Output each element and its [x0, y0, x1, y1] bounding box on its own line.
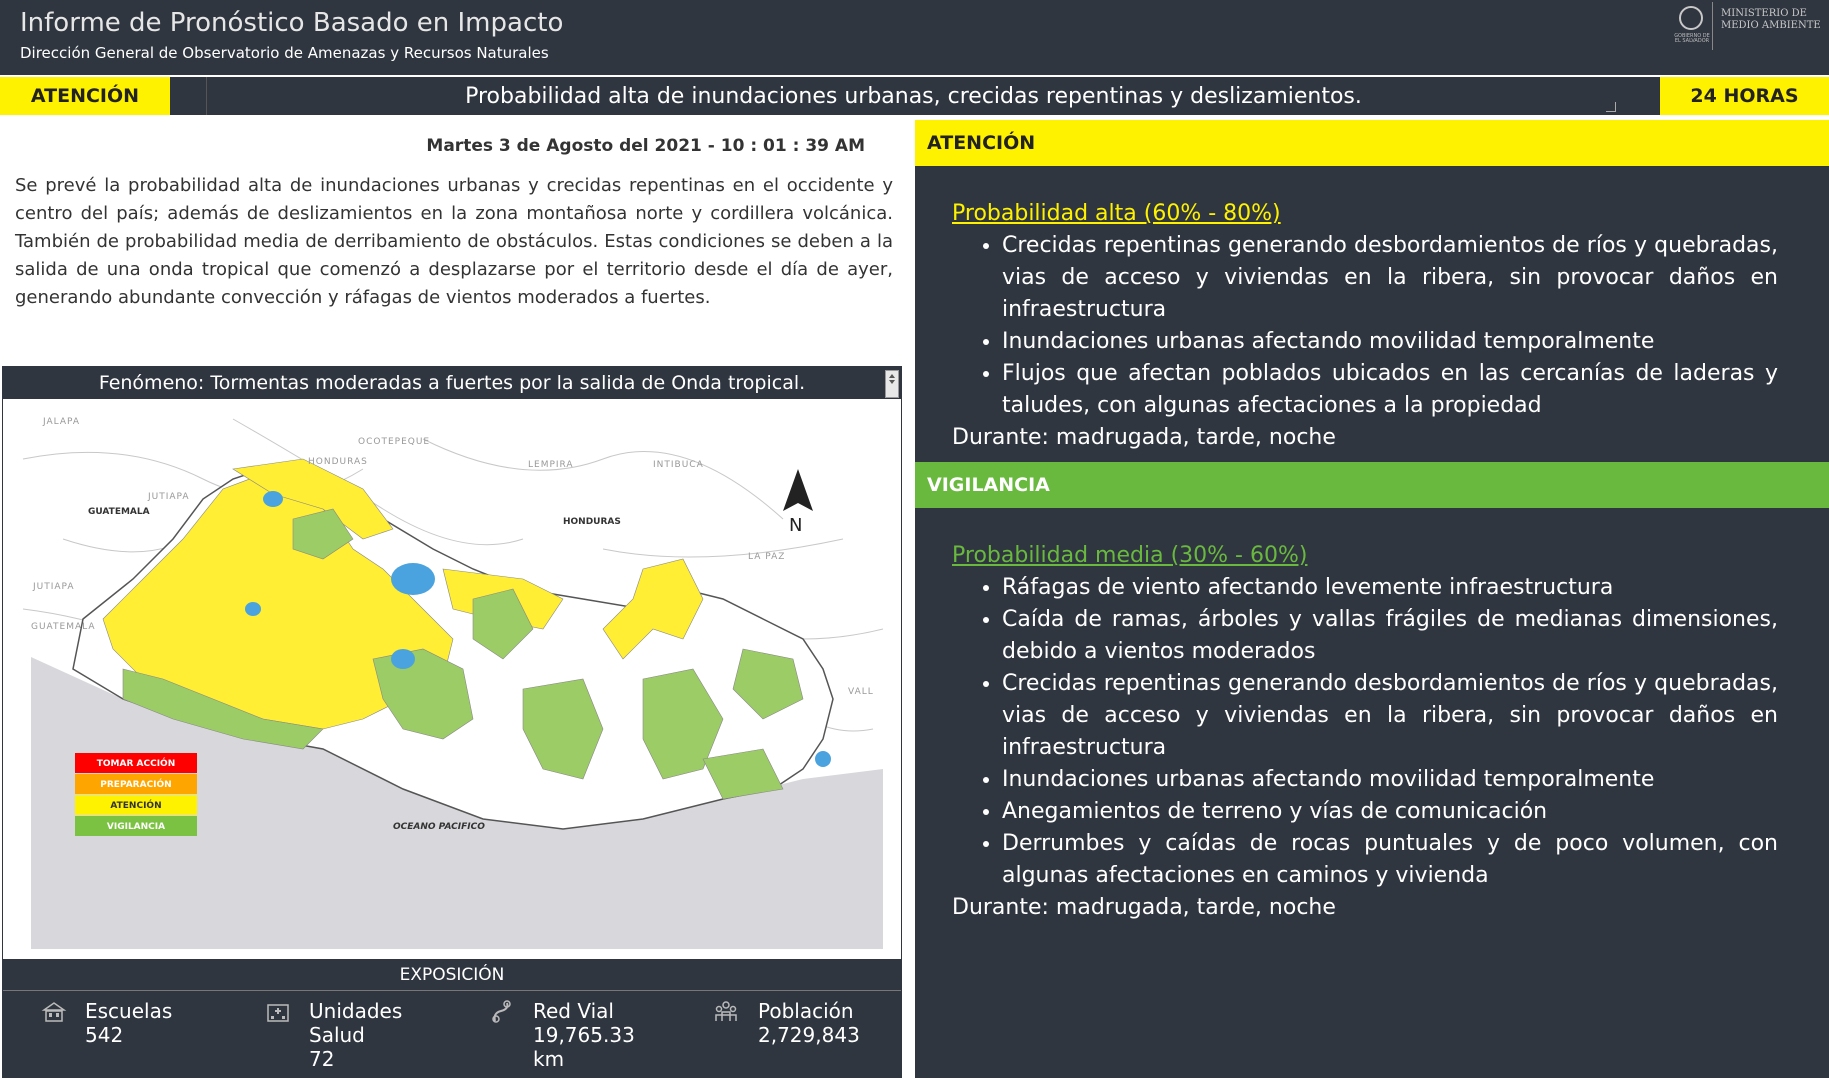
map-label-honduras: HONDURAS [563, 517, 621, 527]
report-description: Se prevé la probabilidad alta de inundaciones urbanas y crecidas repentinas en el occidente y centro del país; además de deslizamientos en la zona montañosa norte y cordillera volcánica. También de probabilidad media de derribamiento de obstáculos. Estas condiciones se deben a la salida de una onda tropical que comenzó a desplazarse por el territorio desde el día de ayer, generando abundante convección y ráfagas de vientos moderados a fuertes. [15, 175, 893, 308]
map-title: Fenómeno: Tormentas moderadas a fuertes por la salida de Onda tropical. [3, 367, 901, 399]
map-label-honduras-small: HONDURAS [308, 457, 368, 467]
legend-tomar-accion: TOMAR ACCIÓN [96, 759, 176, 769]
legend-atencion: ATENCIÓN [110, 801, 162, 811]
page-header [0, 0, 1829, 75]
map-title-scrollbar[interactable] [885, 370, 899, 398]
atencion-impacts [1002, 230, 1778, 422]
risk-map-svg [3, 399, 901, 959]
seal-text: GOBIERNO DE EL SALVADOR [1674, 33, 1710, 44]
lake [815, 751, 831, 767]
exposure-schools [85, 999, 172, 1047]
alert-bar [0, 77, 1829, 115]
legend-vigilancia: VIGILANCIA [106, 822, 166, 832]
vigilancia-probability: Probabilidad media (30% - 60%) [952, 543, 1308, 568]
vigilancia-band: VIGILANCIA [915, 462, 1829, 508]
ministry-line-1: MINISTERIO DE [1721, 8, 1807, 19]
hospital-icon [265, 999, 291, 1025]
atencion-probability: Probabilidad alta (60% - 80%) [952, 201, 1281, 226]
map-label-guatemala: GUATEMALA [88, 507, 150, 517]
exposure-health-value: 72 [309, 1047, 335, 1071]
exposure-schools-label: Escuelas [85, 999, 173, 1023]
list-item: • Crecidas repentinas generando desbordamientos de ríos y quebradas, vias de acceso y viviendas en la ribera, sin provocar daños en infraestructura [1002, 668, 1778, 764]
exposure-title: EXPOSICIÓN [3, 959, 901, 991]
map-panel [2, 366, 902, 1078]
map-label-guatemala-2: GUATEMALA [31, 622, 96, 632]
map-label-intibuca: INTIBUCA [653, 460, 704, 470]
ministry-logo [1671, 2, 1821, 50]
seal-icon [1671, 2, 1713, 50]
exposure-roads-unit: km [533, 1047, 565, 1071]
lake [391, 649, 415, 669]
atencion-band: ATENCIÓN [915, 120, 1829, 166]
exposure-roads-label: Red Vial [533, 999, 614, 1023]
exposure-roads-value: 19,765.33 [533, 1023, 635, 1047]
exposure-health [309, 999, 402, 1071]
exposure-health-label: Unidades [309, 999, 403, 1023]
ministry-line-2: MEDIO AMBIENTE [1721, 20, 1821, 31]
atencion-section [952, 198, 1778, 454]
list-item: • Crecidas repentinas generando desbordamientos de ríos y quebradas, vias de acceso y viviendas en la ribera, sin provocar daños en infraestructura [1002, 230, 1778, 326]
map-label-valle: VALL [848, 687, 874, 697]
risk-map[interactable] [3, 399, 901, 989]
impact-panel [915, 120, 1829, 1078]
page-title: Informe de Pronóstico Basado en Impacto [20, 8, 564, 38]
vigilancia-section [952, 540, 1778, 924]
legend-preparacion: PREPARACIÓN [100, 780, 172, 790]
list-item: • Flujos que afectan poblados ubicados en las cercanías de laderas y taludes, con algunas afectaciones a la propiedad [1002, 358, 1778, 422]
population-icon [713, 999, 739, 1025]
map-label-jalapa: JALAPA [43, 417, 81, 427]
map-label-lempira: LEMPIRA [528, 460, 574, 470]
school-icon [41, 999, 67, 1025]
road-icon [489, 999, 515, 1025]
lake [245, 602, 261, 616]
vigilancia-impacts [1002, 572, 1778, 892]
resize-grip-icon[interactable] [1606, 102, 1616, 112]
vigilancia-during: Durante: madrugada, tarde, noche [952, 895, 1336, 920]
list-item: • Inundaciones urbanas afectando movilidad temporalmente [1002, 764, 1778, 796]
alert-message: Probabilidad alta de inundaciones urbanas, crecidas repentinas y deslizamientos. [465, 83, 1362, 109]
page-subtitle: Dirección General de Observatorio de Amenazas y Recursos Naturales [20, 44, 549, 62]
map-label-jutiapa: JUTIAPA [148, 492, 190, 502]
alert-period: 24 HORAS [1690, 85, 1799, 107]
map-label-jutiapa-2: JUTIAPA [33, 582, 75, 592]
exposure-schools-value: 542 [85, 1023, 124, 1047]
exposure-population [758, 999, 860, 1047]
map-label-la-paz: LA PAZ [748, 552, 786, 562]
list-item: • Inundaciones urbanas afectando movilidad temporalmente [1002, 326, 1778, 358]
exposure-roads [533, 999, 635, 1071]
list-item: • Caída de ramas, árboles y vallas frágiles de medianas dimensiones, debido a vientos moderados [1002, 604, 1778, 668]
exposure-panel [3, 991, 901, 1077]
atencion-during: Durante: madrugada, tarde, noche [952, 425, 1336, 450]
exposure-health-label-2: Salud [309, 1023, 365, 1047]
list-item: • Derrumbes y caídas de rocas puntuales y de poco volumen, con algunas afectaciones en caminos y vivienda [1002, 828, 1778, 892]
list-item: • Anegamientos de terreno y vías de comunicación [1002, 796, 1778, 828]
exposure-population-value: 2,729,843 [758, 1023, 860, 1047]
ministry-name [1721, 8, 1821, 32]
alert-message-box[interactable] [170, 77, 1640, 115]
exposure-population-label: Población [758, 999, 854, 1023]
map-label-ocotepeque: OCOTEPEQUE [358, 437, 431, 447]
alert-level: ATENCIÓN [30, 85, 140, 107]
lake [391, 563, 435, 595]
lake [263, 491, 283, 507]
list-item: • Ráfagas de viento afectando levemente infraestructura [1002, 572, 1778, 604]
report-datetime: Martes 3 de Agosto del 2021 - 10 : 01 : 39 AM [426, 136, 865, 156]
north-arrow-icon [783, 469, 813, 536]
north-label: N [789, 515, 803, 536]
map-label-ocean: OCEANO PACIFICO [393, 822, 485, 832]
